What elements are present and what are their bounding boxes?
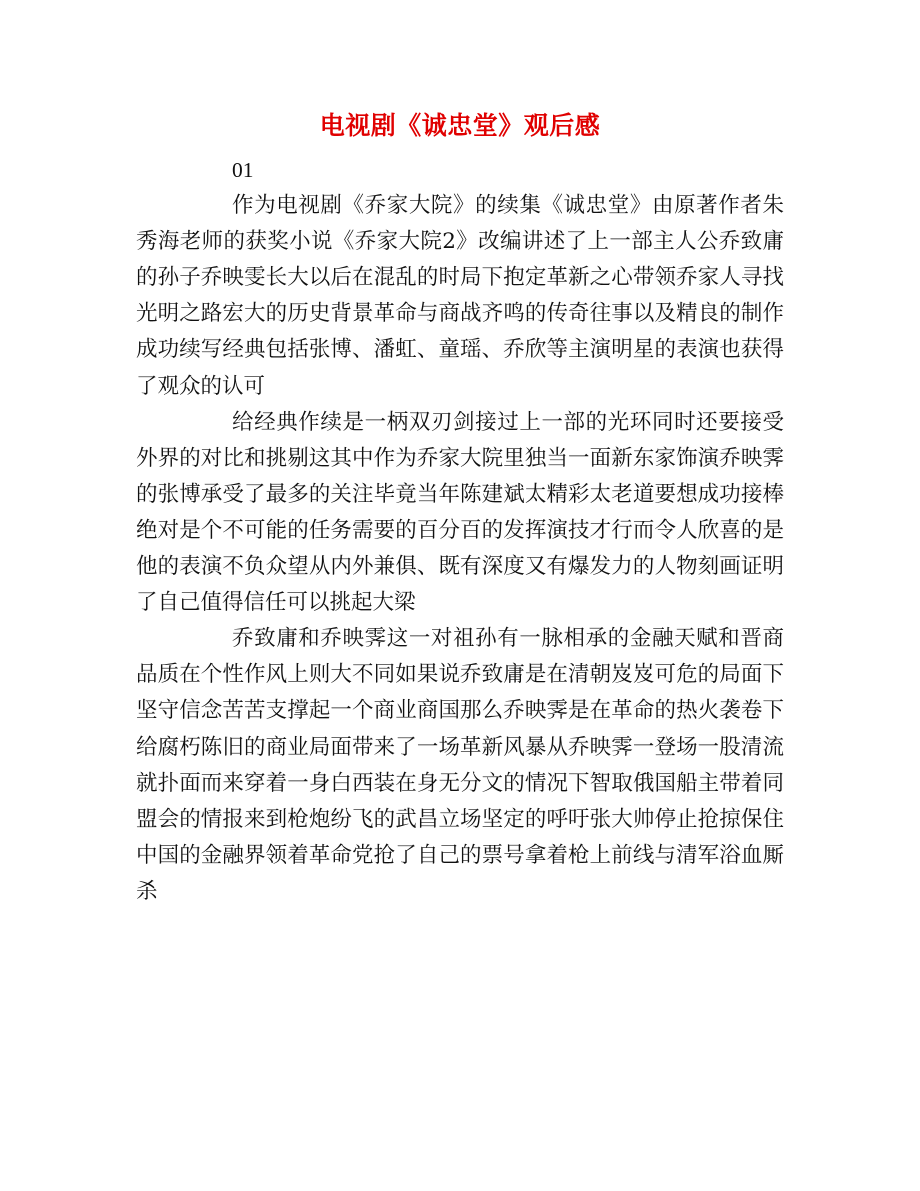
- paragraph-3: 乔致庸和乔映霁这一对祖孙有一脉相承的金融天赋和晋商品质在个性作风上则大不同如果说乔致庸是在清朝岌岌可危的局面下坚守信念苦苦支撑起一个商业商国那么乔映霁是在革命的热火袭卷下给腐朽陈旧的商业局面带来了一场革新风暴从乔映霁一登场一股清流就扑面而来穿着一身白西装在身无分文的情况下智取俄国船主带着同盟会的情报来到枪炮纷飞的武昌立场坚定的呼吁张大帅停止抢掠保住中国的金融界领着革命党抢了自己的票号拿着枪上前线与清军浴血厮杀: [136, 626, 784, 904]
- paragraph-1: 作为电视剧《乔家大院》的续集《诚忠堂》由原著作者朱秀海老师的获奖小说《乔家大院2》改编讲述了上一部主人公乔致庸的孙子乔映雯长大以后在混乱的时局下抱定革新之心带领乔家人寻找光明之路宏大的历史背景革命与商战齐鸣的传奇往事以及精良的制作成功续写经典包括张博、潘虹、童瑶、乔欣等主演明星的表演也获得了观众的认可: [136, 193, 784, 399]
- document-title: 电视剧《诚忠堂》观后感: [319, 111, 601, 140]
- section-number: 01: [232, 158, 254, 182]
- document-body: [136, 152, 784, 910]
- paragraph-2: 给经典作续是一柄双刃剑接过上一部的光环同时还要接受外界的对比和挑剔这其中作为乔家大院里独当一面新东家饰演乔映霁的张博承受了最多的关注毕竟当年陈建斌太精彩太老道要想成功接棒绝对是个不可能的任务需要的百分百的发挥演技才行而令人欣喜的是他的表演不负众望从内外兼俱、既有深度又有爆发力的人物刻画证明了自己值得信任可以挑起大梁: [136, 409, 784, 616]
